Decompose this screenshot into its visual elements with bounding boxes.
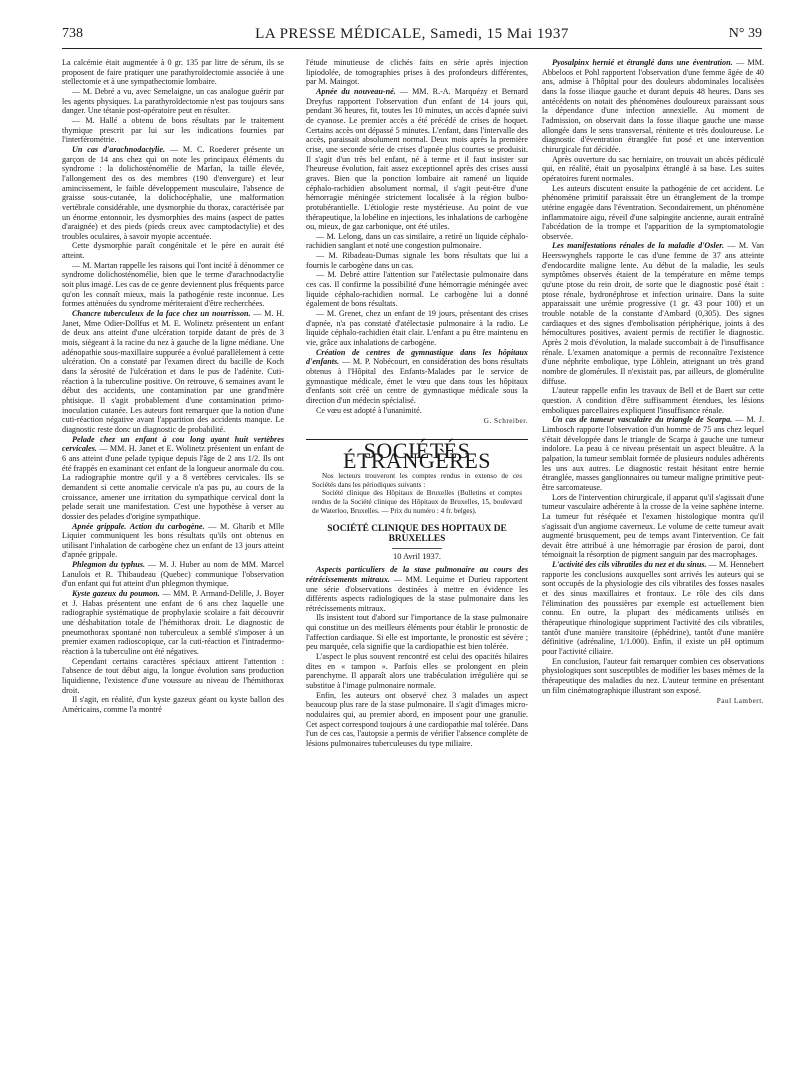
paragraph [306, 309, 528, 348]
paragraph-heading: L'activité des cils vibratiles du nez et du sinus. [552, 560, 707, 570]
paragraph-heading: Kyste gazeux du poumon. [72, 589, 160, 599]
paragraph [542, 241, 764, 386]
paragraph [306, 565, 528, 613]
paragraph [542, 657, 764, 696]
paragraph-text: Il s'agit, en réalité, d'un kyste gazeux géant ou kyste ballon des Américains, comme l'a montré [62, 695, 284, 714]
paragraph-text: — M. Ribadeau-Dumas signale les bons résultats que lui a fournis le carbogène dans un cas. [306, 251, 528, 270]
paragraph-text: L'auteur rappelle enfin les travaux de Bell et de Baert sur cette question. A condition d'être suffisamment étendues, les lésions emboliques parcellaires expliquent l'insuffisance rénale. [542, 386, 764, 415]
paragraph-text: — M. J. Limbosch rapporte l'observation d'un homme de 75 ans chez lequel s'était développée dans le triangle de Scarpa à gauche une tumeur indolore. La peau à ce niveau présentait un aspect bleuâtre. A la palpation, la tumeur semblait formée de plusieurs nodules adhérents les uns aux autres. Le diagnostic restait hésitant entre hernie étranglée, masses ganglionnaires ou tumeur maligne primitive peut-être sarcomateuse. [542, 415, 764, 492]
paragraph [306, 251, 528, 270]
paragraph-heading: Un cas de tumeur vasculaire du triangle de Scarpa. [552, 415, 733, 425]
section-note-intro: Nos lecteurs trouveront les comptes rendus in extenso de ces Sociétés dans les périodiques suivants : [312, 472, 522, 489]
paragraph-heading: Chancre tuberculeux de la face chez un nourrisson. [72, 309, 251, 319]
paragraph [62, 695, 284, 714]
paragraph [306, 691, 528, 749]
paragraph [62, 116, 284, 145]
paragraph [542, 415, 764, 492]
paragraph-heading: Aspects particuliers de la stase pulmonaire au cours des rétrécissements mitraux. [306, 565, 528, 584]
paragraph [306, 270, 528, 309]
paragraph [306, 406, 528, 416]
paragraph-text: — M. Debré attire l'attention sur l'atélectasie pulmonaire dans ces cas. Il confirme la possibilité d'une hémorragie méningée avec liquide céphalo-rachidien normal. Le carbogène lui a donné également de bons résultats. [306, 270, 528, 309]
column-right [542, 58, 764, 707]
paragraph-text: — M. J. Huber au nom de MM. Marcel Lanulois et R. Thibaudeau (Quebec) communique l'observation d'un enfant qui fut atteint d'un phlegmon thymique. [62, 560, 284, 589]
paragraph-text: Après ouverture du sac herniaire, on trouvait un abcès pédiculé qui, en réalité, était un pyosalpinx étranglé à sa base. Les suites opératoires furent normales. [542, 154, 764, 183]
paragraph-text: — M. P. Nobécourt, en considération des bons résultats obtenus à l'Hôpital des Enfants-Malades par le service de gymnastique médicale, émet le vœu que dans tous les hôpitaux d'enfants soit créé un centre de gymnastique médicale sous la direction d'un médecin spécialisé. [306, 357, 528, 405]
paragraph-text: — M. C. Roederer présente un garçon de 14 ans chez qui on note les principaux éléments du syndrome : la dolichosténomélie de Marfan, la taille élevée, l'allongement des os des membres (190 d'envergure) et leur amincissement, le faible développement musculaire, l'absence de graisse sous-cutanée, la dolichocéphalie, une malformation vertébrale considérable, une dysmorphie du thorax, caractérisée par un énorme entonnoir, les dysmorphies des mains (aspect de pattes d'araignée) et des pieds (pieds creux avec camptodactylie) et des troubles oculaires, à savoir myopie accentuée. [62, 144, 284, 241]
paragraph-text: — M. Hallé a obtenu de bons résultats par le traitement thymique prescrit par lui sur les indications fournies par l'interférométrie. [62, 115, 284, 145]
paragraph-text: l'étude minutieuse de clichés faits en série après injection lipiodolée, de tomographies prises à des profondeurs différentes, par M. Maingot. [306, 58, 528, 87]
paragraph [542, 155, 764, 184]
paragraph [62, 58, 284, 87]
column-left [62, 58, 284, 715]
column-middle-top [306, 58, 528, 415]
section-note [306, 472, 528, 515]
paragraph-text: — M. Debré a vu, avec Semelaigne, un cas analogue guérir par les agents physiques. La parathyroïdectomie n'est pas toujours sans danger. Une tétanie post-opératoire peut en résulter. [62, 86, 284, 116]
page-header [62, 26, 762, 49]
column-right-body [542, 58, 764, 695]
paragraph [62, 87, 284, 116]
paragraph-text: Cette dysmorphie paraît congénitale et le père en aurait été atteint. [62, 241, 284, 261]
divider [392, 548, 442, 549]
paragraph-text: — M. Hennebert rapporte les conclusions auxquelles sont arrivés les auteurs qui se sont occupés de la physiologie des cils vibratiles des fosses nasales et des sinus maxillaires et frontaux. Le rôle des cils dans l'élimination des poussières par exemple est actuellement bien connu. En outre, la plupart des médicaments utilisés en thérapeutique rhinologique suppriment l'activité des cils vibratiles, tantôt d'une manière transitoire (éphédrine), tantôt d'une manière définitive (adrénaline, 1/1.000). Enfin, il existe un pH optimum pour l'activité ciliaire. [542, 560, 765, 657]
paragraph [62, 657, 284, 696]
paragraph [62, 145, 284, 242]
paragraph [542, 386, 764, 415]
paragraph-text: L'aspect le plus souvent rencontré est celui des opacités hilaires dites en « tampon ». Parfois elles se prolongent en plein parenchyme. Il apparaît alors une trabéculation irrégulière qui se substitue à l'image pulmonaire normale. [306, 652, 528, 691]
issue-number: N° 39 [728, 26, 762, 41]
paragraph [306, 348, 528, 406]
paragraph-heading: Les manifestations rénales de la maladie d'Osler. [552, 241, 725, 251]
paragraph [306, 652, 528, 691]
signature-schreiber: G. Schreiber. [483, 417, 528, 426]
paragraph [62, 522, 284, 561]
paragraph-heading: Un cas d'arachnodactylie. [72, 144, 166, 154]
paragraph-text: — MM. Lequime et Durieu rapportent une série d'observations destinées à mettre en évidence les différents aspects radiologiques de la stase pulmonaire dans les rétrécissements mitraux. [306, 574, 528, 613]
column-middle [306, 58, 528, 749]
paragraph-text: — MM. H. Janet et E. Wolinetz présentent un enfant de 6 ans atteint d'une pelade typique depuis l'âge de 2 ans 1/2. Ils ont été frappés en examinant cet enfant de la longueur anormale du cou. La radiographie montre qu'il y a 8 vertèbres cervicales. Ils se demandent si cette anomalie cervicale n'a pas pu, au cours de la croissance, amener une irritation du sympathique cervical dont la pelade serait une manifestation. C'est une hypothèse à verser au dossier des pelades d'origine sympathique. [62, 444, 284, 521]
paragraph [542, 560, 764, 657]
paragraph [306, 58, 528, 87]
paragraph [542, 493, 764, 561]
paragraph [542, 58, 764, 155]
paragraph-text: Ils insistent tout d'abord sur l'importance de la stase pulmonaire qui constitue un des meilleurs éléments pour établir le pronostic de l'affection cardiaque. Si elle est importante, le pronostic est sévère ; peu marquée, cela signifie que la cardiopathie est bien tolérée. [306, 613, 528, 652]
paragraph [62, 241, 284, 260]
paragraph [62, 589, 284, 657]
section-title: SOCIÉTÉS ÉTRANGÈRES [306, 439, 528, 465]
paragraph [62, 261, 284, 309]
paragraph-text: En conclusion, l'auteur fait remarquer combien ces observations physiologiques sont susceptibles de modifier les bases mêmes de la thérapeutique des maladies du nez. L'auteur termine en présentant un film cinématographique illustrant son exposé. [542, 656, 764, 695]
paragraph-text: La calcémie était augmentée à 0 gr. 135 par litre de sérum, ils se proposent de faire pratiquer une parathyroïdectomie associée à une stellectomie et à une sympathectomie lombaire. [62, 58, 284, 87]
paragraph [306, 613, 528, 652]
paragraph [306, 87, 528, 232]
journal-title: LA PRESSE MÉDICALE, Samedi, 15 Mai 1937 [255, 26, 569, 42]
paragraph-text: Lors de l'intervention chirurgicale, il apparut qu'il s'agissait d'une tumeur vasculaire adhérente à la crosse de la veine saphène interne. La tumeur fut réséquée et l'examen histologique montra qu'il s'agissait d'un angiome caverneux. Le volume de cette tumeur avait augmenté brusquement, peu de temps avant l'intervention. Ce fait devait être attribué à une hémorragie par érosion de paroi, dont témoignait la résorption de pigment sanguin par des macrophages. [542, 492, 764, 560]
paragraph [62, 560, 284, 589]
paragraph [542, 184, 764, 242]
paragraph-text: Enfin, les auteurs ont observé chez 3 malades un aspect beaucoup plus rare de la stase pulmonaire. Il s'agit d'images micro-nodulaires qui, au premier abord, en imposent pour une granulie. Cet aspect correspond toujours à une cardiopathie mal tolérée. Dans l'un de ces cas, l'autopsie a permis de vérifier l'absence complète de lésions pulmonaires tuberculeuses du type miliaire. [306, 690, 528, 748]
paragraph-text: Ce vœu est adopté à l'unanimité. [316, 405, 422, 415]
paragraph-text: — M. Grenet, chez un enfant de 19 jours, présentant des crises d'apnée, n'a pas constaté d'atélectasie pulmonaire à la radio. Le liquide céphalo-rachidien était clair. L'enfant a pu être maintenu en vie, grâce aux inhalations de carbogène. [306, 309, 528, 348]
paragraph-text: Cependant certains caractères spéciaux attirent l'attention : l'absence de tout début aigu, la longue évolution sans production liquidienne, l'existence d'une voussure au niveau de l'hémithorax droit. [62, 656, 284, 695]
column-middle-bottom [306, 565, 528, 748]
paragraph [62, 435, 284, 522]
paragraph-heading: Création de centres de gymnastique dans les hôpitaux d'enfants. [306, 347, 528, 367]
paragraph [306, 232, 528, 251]
signature-lambert: Paul Lambert. [716, 697, 764, 706]
paragraph-text: — M. Gharib et Mlle Liquier communiquent les bons résultats qu'ils ont obtenus en utilisant l'inhalation de carbogène chez un enfant de 13 jours atteint d'apnée grippale. [62, 521, 284, 560]
society-heading: SOCIÉTÉ CLINIQUE DES HOPITAUX DE BRUXELLES [327, 524, 507, 544]
paragraph-heading: Pelade chez un enfant à cou long ayant huit vertèbres cervicales. [62, 434, 284, 454]
paragraph-text: — M. Van Heerswynghels rapporte le cas d'une femme de 37 ans atteinte d'endocardite maligne lente. Au début de la maladie, les seuls symptômes observés étaient de la température en même temps qu'une ptose du rein droit, de sorte que le diagnostic posé était : ptose rénale, hydronéphrose et infection urinaire. Dans la suite apparaissait une urémie progressive (1 gr. 43 pour 100) et un trouble notable de la constante d'Ambard (0,305). Des signes cardiaques et des signes d'embolisation périphérique, joints à des hémocultures positives, avaient permis de rectifier le diagnostic. Après 2 mois d'évolution, la malade succombait à de l'insuffisance rénale. L'examen anatomique a permis de reconnaître l'existence d'une néphrite embolique, type Löhlein, atteignant un très grand nombre de glomérules. Il n'existait pas, par ailleurs, de glomérulite diffuse. [542, 241, 764, 386]
paragraph-heading: Pyosalpinx hernié et étranglé dans une éventration. [552, 58, 733, 67]
paragraph-heading: Apnée du nouveau-né. [316, 86, 396, 96]
paragraph [62, 309, 284, 435]
paragraph-text: — MM. P. Armand-Delille, J. Boyer et J. Habas présentent une enfant de 6 ans chez laquelle une radiographie systématique de prophylaxie scolaire a fait découvrir une déshabitation totale de l'hémithorax droit. Le diagnostic de pneumothorax spontané non tuberculeux a semblé s'imposer à un premier examen radioscopique, car la cuti-réaction et l'intradermo-réaction à la tuberculine ont été négatives. [62, 589, 285, 657]
paragraph-heading: Phlegmon du typhus. [72, 560, 146, 570]
paragraph-text: — M. H. Janet, Mme Odier-Dollfus et M. E. Wolinetz présentent un enfant de deux ans atteint d'une ulcération torpide datant de près de 3 mois, siégeant à la racine du nez à gauche de la ligne médiane. Une adénopathie sous-maxillaire suppurée a évolué parallèlement à cette ulcération. On a constaté par l'examen direct du bacille de Koch dans la sérosité de l'ulcération et dans le pus de l'adénite. Cuti-réaction à la tuberculine positive. On retrouve, 6 semaines avant le début des accidents, une contamination par une grand'mère phtisique. Il s'agit probablement d'une contamination primo-inoculation cutanée. Les auteurs font remarquer que la notion d'une cuti-réaction négative avant l'apparition des accidents manque. Le diagnostic reste donc un diagnostic de probabilité. [62, 309, 284, 434]
paragraph-text: Les auteurs discutent ensuite la pathogénie de cet accident. Le phénomène primitif paraissait être un étranglement de la trompe utérine engagée dans l'éventration. Secondairement, un phénomène inflammatoire aigu, réveil d'une salpingite ancienne, aurait entraîné l'abcédation de la trompe et l'apparition de la symptomatologie observée. [542, 183, 764, 241]
paragraph-text: — M. Martan rappelle les raisons qui l'ont incité à dénommer ce syndrome dolichosténomélie, bien que le terme d'arachnodactylie soit plus imagé. Les cas de ce genre deviennent plus fréquents parce qu'on les connaît mieux, mais la pathogénie reste inconnue. Les formes atténuées du syndrome mériteraient d'être recherchées. [62, 260, 284, 309]
paragraph-text: — M. Lelong, dans un cas similaire, a retiré un liquide céphalo-rachidien sanglant et noté une congestion pulmonaire. [306, 231, 528, 251]
paragraph-heading: Apnée grippale. Action du carbogène. [72, 521, 205, 531]
page-number: 738 [62, 26, 83, 41]
session-date: 10 Avril 1937. [393, 551, 441, 561]
section-note-periodical: Société clinique des Hôpitaux de Bruxelles (Bulletins et comptes rendus de la Société clinique des Hôpitaux de Bruxelles, 15, boulevard de Waterloo, Bruxelles. — Prix du numéro : 4 fr. belges). [312, 489, 522, 515]
paragraph-text: — MM. R.-A. Marquézy et Bernard Dreyfus rapportent l'observation d'un enfant de 14 jours qui, pendant 36 heures, fit, toutes les 10 minutes, un accès d'apnée suivi de cyanose. Le premier accès a été précédé de crises de hoquet. Certains accès ont dépassé 5 minutes. L'enfant, dans l'intervalle des accès, paraissait absolument normal. Deux mois après la première crise, une seconde série de crises d'apnée plus courtes se produisit. Il s'agit d'un très bel enfant, né à terme et il faut insister sur l'heureuse évolution, fait assez exceptionnel après des crises aussi graves. Bien que la ponction lombaire ait ramené un liquide céphalo-rachidien absolument normal, il s'agit peut-être d'une hémorragie méningée strictement localisée à la région bulbo-protubérantielle. L'étiologie reste mystérieuse. Au point de vue thérapeutique, la lobéline en injections, les inhalations de carbogène ou, mieux, de gaz carbonique, ont été utiles. [306, 86, 528, 232]
paragraph-text: — MM. Abbeloos et Pohl rapportent l'observation d'une femme âgée de 40 ans, admise à l'hôpital pour des douleurs abdominales localisées dans la fosse iliaque gauche et durant depuis 48 heures. Dans ses antécédents on notait des phénomènes douloureux paraissant sous la dépendance d'une infection annexielle. Au moment de l'admission, on observait dans la fosse iliaque gauche une masse allongée dans le sens transversal, rénitente et très douloureuse. Le diagnostic d'éventration étranglée fut posé et une intervention chirurgicale fut décidée. [542, 58, 765, 154]
